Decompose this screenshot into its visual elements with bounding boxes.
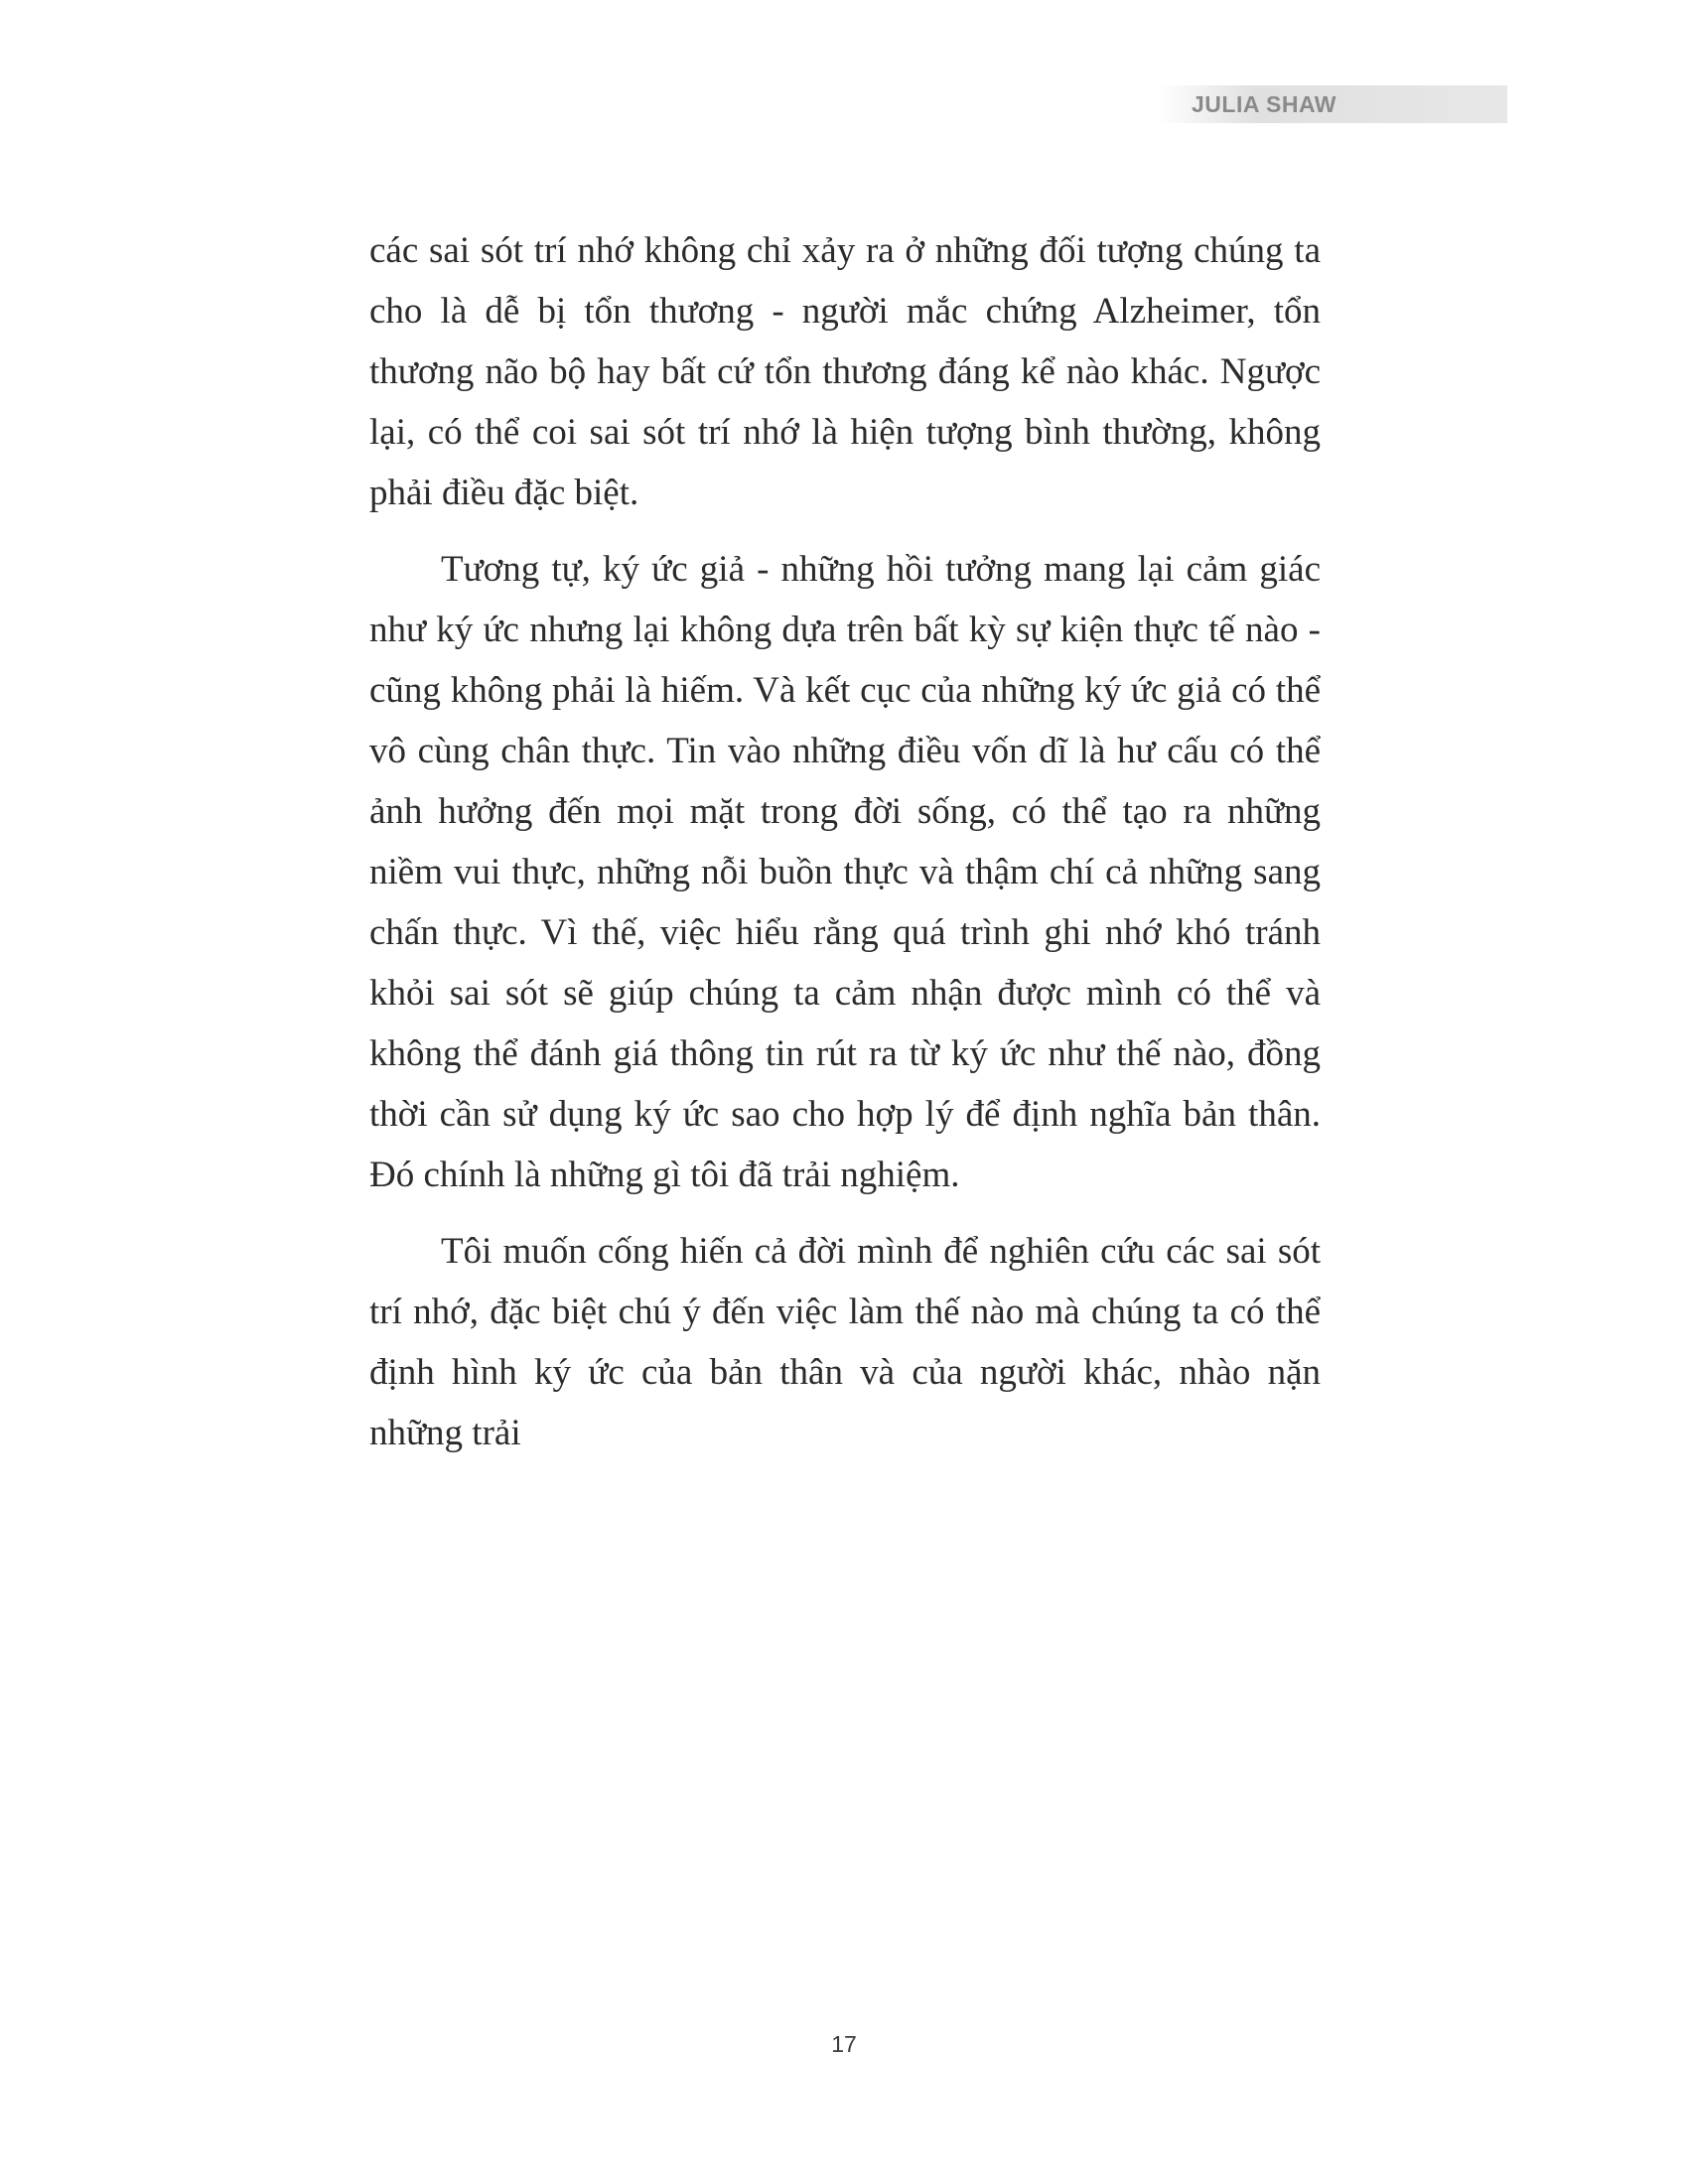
- page-number: 17: [831, 2031, 857, 2057]
- body-text: [369, 220, 1321, 1463]
- paragraph: Tôi muốn cống hiến cả đời mình để nghiên cứu các sai sót trí nhớ, đặc biệt chú ý đến việc làm thế nào mà chúng ta có thể định hình ký ức của bản thân và của người khác, nhào nặn những trải: [369, 1231, 1321, 1453]
- paragraph: các sai sót trí nhớ không chỉ xảy ra ở những đối tượng chúng ta cho là dễ bị tổn thương - người mắc chứng Alzheimer, tổn thương não bộ hay bất cứ tổn thương đáng kể nào khác. Ngược lại, có thể coi sai sót trí nhớ là hiện tượng bình thường, không phải điều đặc biệt.: [369, 230, 1321, 513]
- paragraph: Tương tự, ký ức giả - những hồi tưởng mang lại cảm giác như ký ức nhưng lại không dựa trên bất kỳ sự kiện thực tế nào - cũng không phải là hiếm. Và kết cục của những ký ức giả có thể vô cùng chân thực. Tin vào những điều vốn dĩ là hư cấu có thể ảnh hưởng đến mọi mặt trong đời sống, có thể tạo ra những niềm vui thực, những nỗi buồn thực và thậm chí cả những sang chấn thực. Vì thế, việc hiểu rằng quá trình ghi nhớ khó tránh khỏi sai sót sẽ giúp chúng ta cảm nhận được mình có thể và không thể đánh giá thông tin rút ra từ ký ức như thế nào, đồng thời cần sử dụng ký ức sao cho hợp lý để định nghĩa bản thân. Đó chính là những gì tôi đã trải nghiệm.: [369, 549, 1321, 1195]
- author-name: JULIA SHAW: [1192, 90, 1336, 117]
- running-header: [1158, 85, 1507, 123]
